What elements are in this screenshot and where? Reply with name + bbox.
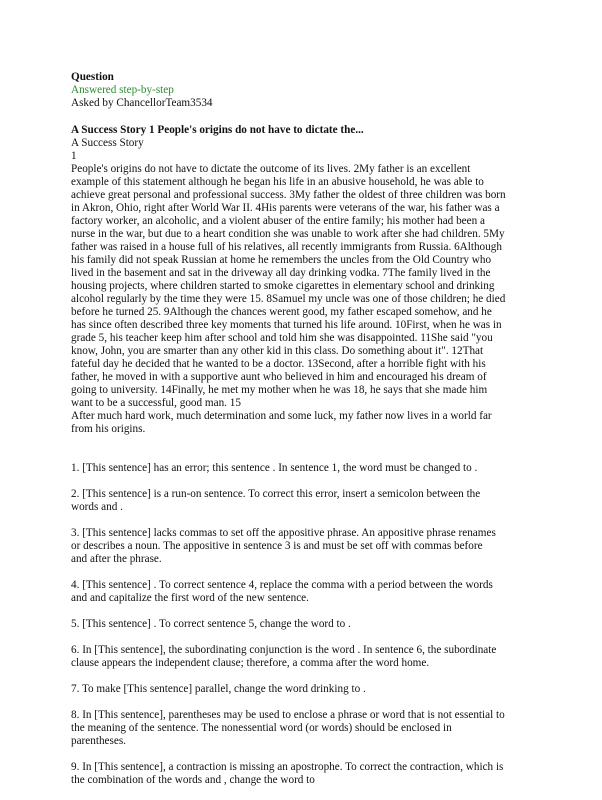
list-item: 7. To make [This sentence] parallel, change the word drinking to . xyxy=(71,683,366,695)
question-label: Question xyxy=(71,71,114,83)
list-item: 9. In [This sentence], a contraction is missing an apostrophe. To correct the contraction, which is the combination of the words and , change the word to xyxy=(71,761,504,786)
question-list xyxy=(71,449,546,800)
list-item: 3. [This sentence] lacks commas to set off the appositive phrase. An appositive phrase renames or describes a noun. The appositive in sentence 3 is and must be set off with commas before and after the phrase. xyxy=(71,527,496,565)
asked-by: Asked by ChancellorTeam3534 xyxy=(71,97,213,109)
list-item: 4. [This sentence] . To correct sentence 4, replace the comma with a period between the words and and capitalize the first word of the new sentence. xyxy=(71,579,493,604)
answered-status[interactable]: Answered step-by-step xyxy=(71,84,174,96)
question-number: 1 xyxy=(71,150,77,162)
list-item: 2. [This sentence] is a run-on sentence. To correct this error, insert a semicolon between the words and . xyxy=(71,488,481,513)
list-item: 5. [This sentence] . To correct sentence 5, change the word to . xyxy=(71,618,351,630)
list-item: 6. In [This sentence], the subordinating conjunction is the word . In sentence 6, the subordinate clause appears the independent clause; therefore, a comma after the word home. xyxy=(71,644,497,669)
document-page xyxy=(71,71,546,800)
question-title: A Success Story 1 People's origins do not have to dictate the... xyxy=(71,124,364,136)
question-closing: After much hard work, much determination and some luck, my father now lives in a world far from his origins. xyxy=(71,410,492,435)
spacer xyxy=(71,436,546,449)
question-subtitle: A Success Story xyxy=(71,137,144,149)
list-item: 1. [This sentence] has an error; this sentence . In sentence 1, the word must be changed to . xyxy=(71,462,478,474)
list-item: 8. In [This sentence], parentheses may be used to enclose a phrase or word that is not essential to the meaning of the sentence. The nonessential word (or words) should be enclosed in parentheses. xyxy=(71,709,505,747)
question-body: People's origins do not have to dictate the outcome of its lives. 2My father is an excellent example of this statement although he began his life in an abusive household, he was able to achieve great personal and professional success. 3My father the oldest of three children was born in Akron, Ohio, right after World War II. 4His parents were veterans of the war, his father was a factory worker, an alcoholic, and a violent abuser of the entire family; his mother had been a nurse in the war, but due to a heart condition she was unable to work after she had children. 5My father was raised in a house full of his relatives, all recently immigrants from Russia. 6Although his family did not speak Russian at home he remembers the uncles from the Old Country who lived in the basement and sat in the driveway all day drinking vodka. 7The family lived in the housing projects, where children started to smoke cigarettes in elementary school and drinking alcohol regularly by the time they were 15. 8Samuel my uncle was one of those children; he died before he turned 25. 9Although the chances werent good, my father escaped somehow, and he has since often described three key moments that turned his life around. 10First, when he was in grade 5, his teacher keep him after school and told him she was disappointed. 11She said "you know, John, you are smarter than any other kid in this class. Do something about it". 12That fateful day he decided that he wanted to be a doctor. 13Second, after a horrible fight with his father, he moved in with a supportive aunt who believed in him and encouraged his dream of going to university. 14Finally, he met my mother when he was 18, he says that she made him want to be a successful, good man. 15 xyxy=(71,163,506,409)
